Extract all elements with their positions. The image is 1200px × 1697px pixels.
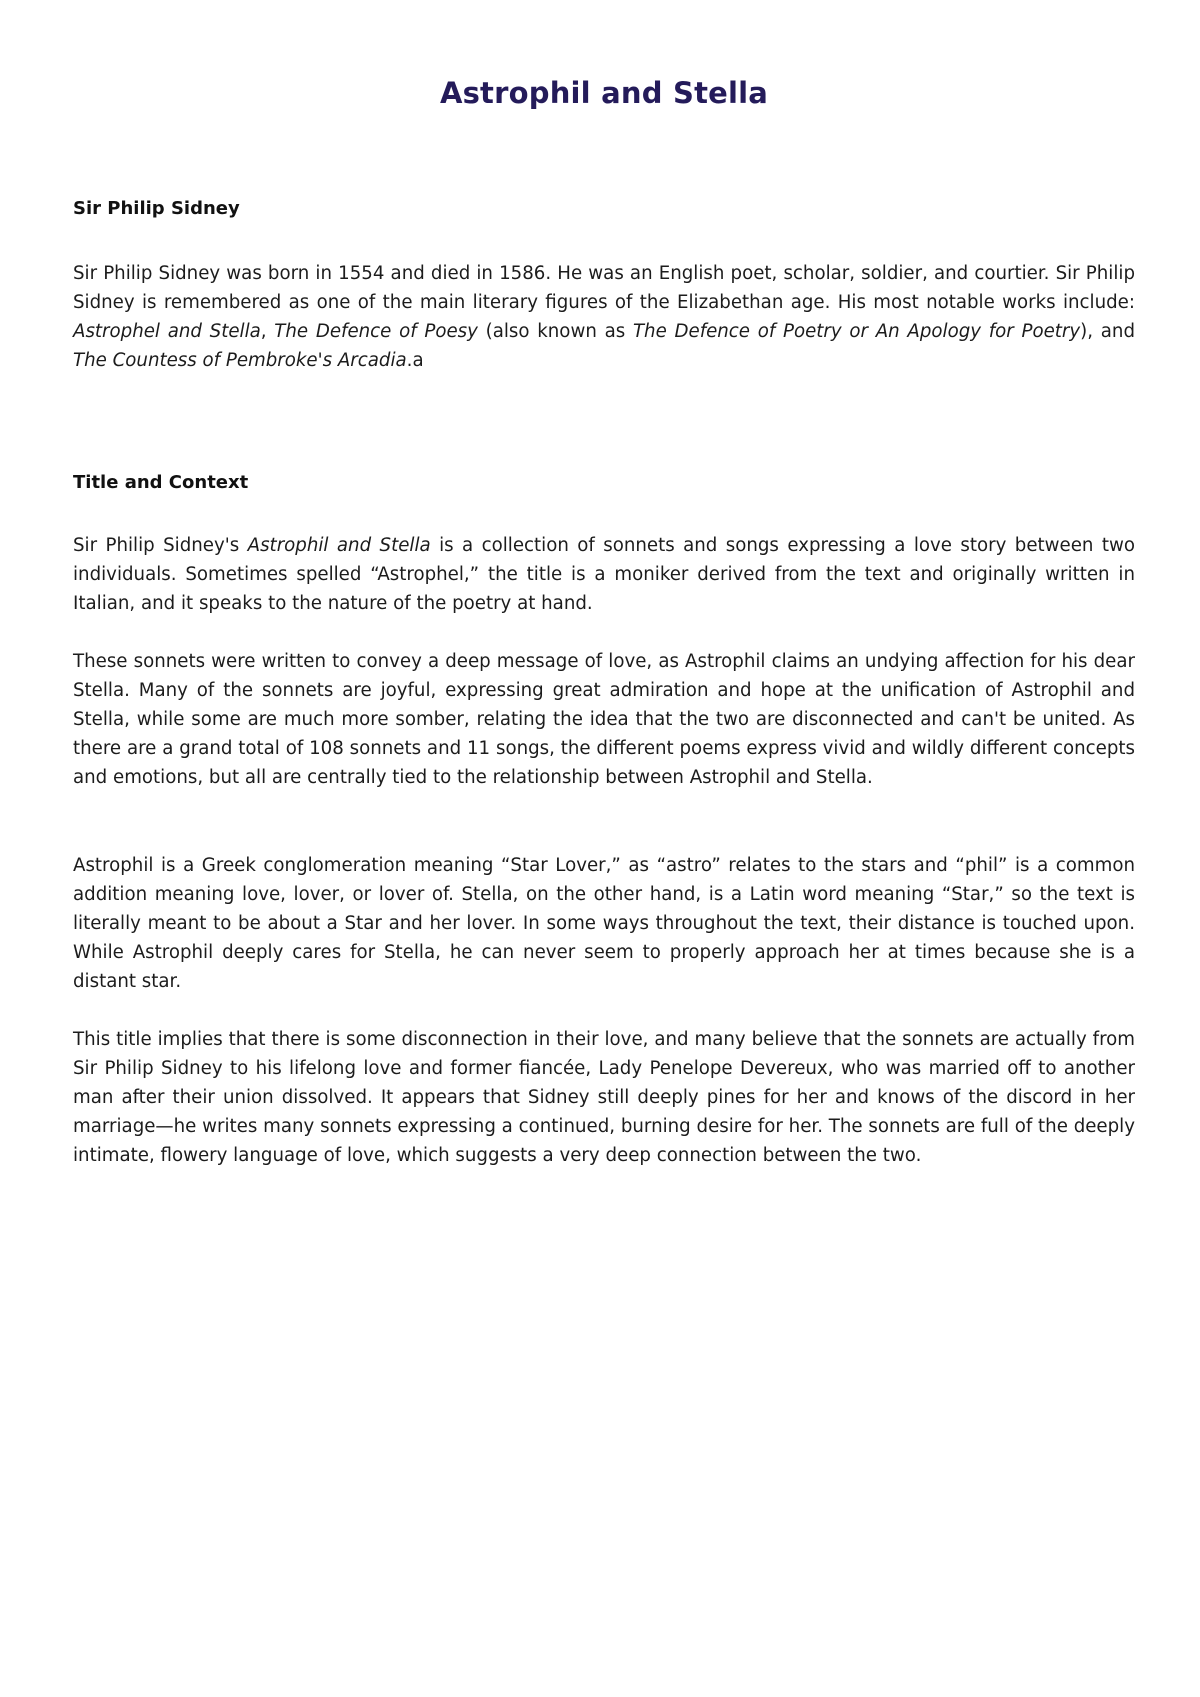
work-title-alt-names: The Defence of Poetry or An Apology for Poetry <box>632 321 1081 342</box>
work-title-astrophil: Astrophil and Stella <box>247 535 431 556</box>
work-title-arcadia: The Countess of Pembroke's Arcadia <box>73 350 407 371</box>
section-heading-context: Title and Context <box>73 472 249 493</box>
section-heading-author: Sir Philip Sidney <box>73 198 240 219</box>
paragraph-context-3: Astrophil is a Greek conglomeration meaning “Star Lover,” as “astro” relates to the stars and “phil” is a common addition meaning love, lover, or lover of. Stella, on the other hand, is a Latin word meaning “Star,” so the text is literally meant to be about a Star and her lover. In some ways throughout the text, their distance is touched upon. While Astrophil deeply cares for Stella, he can never seem to properly approach her at times because she is a distant star. <box>73 855 1135 992</box>
paragraph-context-2: These sonnets were written to convey a deep message of love, as Astrophil claims an undying affection for his dear Stella. Many of the sonnets are joyful, expressing great admiration and hope at the unification of Astrophil and Stella, while some are much more somber, relating the idea that the two are disconnected and can't be united. As there are a grand total of 108 sonnets and 11 songs, the different poems express vivid and wildly different concepts and emotions, but all are centrally tied to the relationship between Astrophil and Stella. <box>73 651 1135 788</box>
page-title: Astrophil and Stella <box>439 76 769 110</box>
paragraph-context-1 <box>73 531 1135 618</box>
text-run: Sir Philip Sidney's <box>73 535 248 556</box>
work-title-astrophel: Astrophel and Stella <box>73 321 261 342</box>
text-run: .a <box>406 350 424 371</box>
text-run: is a collection of sonnets and songs expressing a love story between two individuals. Sometimes spelled “Astrophel,” the title is a moniker derived from the text and originally written in Italian, and it speaks to the nature of the poetry at hand. <box>73 535 1135 614</box>
work-title-defence-of-poesy: The Defence of Poesy <box>274 321 478 342</box>
text-run: Sir Philip Sidney was born in 1554 and died in 1586. He was an English poet, scholar, soldier, and courtier. Sir Philip Sidney is remembered as one of the main literary figures of the Elizabethan age. His most notable works include: <box>73 263 1135 313</box>
paragraph-context-4: This title implies that there is some disconnection in their love, and many believe that the sonnets are actually from Sir Philip Sidney to his lifelong love and former fiancée, Lady Penelope Devereux, who was married off to another man after their union dissolved. It appears that Sidney still deeply pines for her and knows of the discord in her marriage—he writes many sonnets expressing a continued, burning desire for her. The sonnets are full of the deeply intimate, flowery language of love, which suggests a very deep connection between the two. <box>73 1029 1135 1166</box>
text-run: ), and <box>1080 321 1135 342</box>
text-run: (also known as <box>477 321 633 342</box>
paragraph-author-bio <box>73 259 1135 375</box>
text-run: , <box>260 321 275 342</box>
